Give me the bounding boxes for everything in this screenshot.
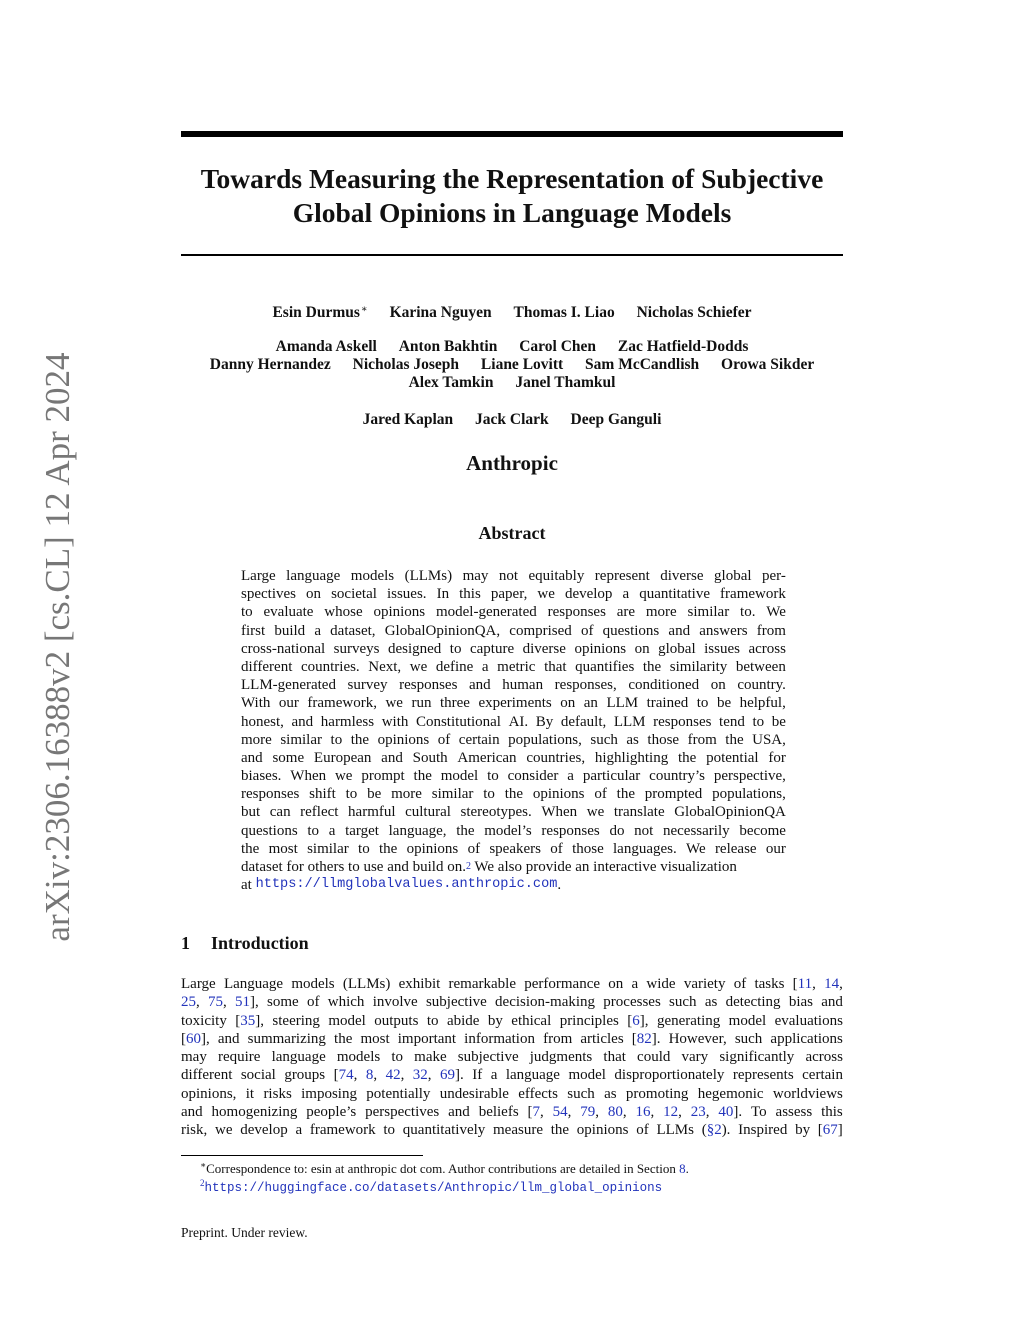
citation-link[interactable]: 23 <box>690 1104 706 1121</box>
citation-link[interactable]: 25 <box>181 994 196 1011</box>
introduction-line: [60], and summarizing the most important information from articles [82]. However, such applications <box>181 1030 843 1047</box>
preprint-notice: Preprint. Under review. <box>181 1225 308 1240</box>
visualization-url-link[interactable]: https://llmglobalvalues.anthropic.com <box>255 877 558 893</box>
abstract-line: honest, and harmless with Constitutional AI. By default, LLM responses tend to be <box>241 713 786 730</box>
abstract-line: Large language models (LLMs) may not equitably represent diverse global per- <box>241 568 786 584</box>
footnote-text: Correspondence to: esin at anthropic dot com. Author contributions are detailed in Section <box>206 1161 680 1176</box>
author: Nicholas Schiefer <box>636 304 752 321</box>
introduction-line: may require language models to make subjective judgments that could vary significantly across <box>181 1049 843 1066</box>
abstract-line: first build a dataset, GlobalOpinionQA, comprised of questions and answers from <box>241 622 786 639</box>
footnote-mark: ∗ <box>200 1160 207 1170</box>
author: Deep Ganguli <box>570 411 662 428</box>
citation-link[interactable]: 7 <box>532 1104 541 1121</box>
abstract-line: more similar to the opinions of certain populations, such as those from the USA, <box>241 731 786 748</box>
introduction-line: Large Language models (LLMs) exhibit remarkable performance on a wide variety of tasks [11, 14, <box>181 976 843 992</box>
paper-title <box>150 162 874 230</box>
footnote-rule <box>181 1155 423 1156</box>
author-row-3 <box>0 356 1024 374</box>
paper-title-line-2: Global Opinions in Language Models <box>292 197 732 228</box>
citation-link[interactable]: 82 <box>636 1030 652 1047</box>
citation-link[interactable]: 67 <box>822 1122 838 1139</box>
citation-link[interactable]: 6 <box>632 1012 640 1029</box>
abstract-line: but can reflect harmful cultural stereotypes. When we translate GlobalOpinionQA <box>241 804 786 821</box>
footnote-2-link[interactable]: 2 <box>465 861 471 872</box>
section-heading <box>181 933 309 954</box>
section-title: Introduction <box>211 933 309 953</box>
author: Thomas I. Liao <box>513 304 615 321</box>
section-reference-link[interactable]: 8 <box>679 1161 686 1176</box>
introduction-line: and homogenizing people’s perspectives and beliefs [7, 54, 79, 80, 16, 12, 23, 40]. To assess this <box>181 1104 843 1121</box>
author-row-4 <box>0 374 1024 392</box>
author: Amanda Askell <box>275 338 377 355</box>
abstract-line: With our framework, we run three experiments on an LLM trained to be helpful, <box>241 695 786 712</box>
citation-link[interactable]: 12 <box>663 1104 679 1121</box>
author: Liane Lovitt <box>480 356 564 373</box>
paper-title-line-1: Towards Measuring the Representation of Subjective <box>200 163 824 194</box>
author: Janel Thamkul <box>515 374 616 391</box>
abstract-line: biases. When we prompt the model to consider a particular country’s perspective, <box>241 768 786 785</box>
author: Nicholas Joseph <box>352 356 460 373</box>
affiliation: Anthropic <box>466 451 558 475</box>
section-number: 1 <box>181 933 190 953</box>
abstract-line: the most similar to the opinions of speakers of those languages. We release our <box>241 840 786 857</box>
introduction-line: toxicity [35], steering model outputs to abide by ethical principles [6], generating model evaluations <box>181 1012 843 1029</box>
author: Karina Nguyen <box>389 304 492 321</box>
author: Anton Bakhtin <box>398 338 498 355</box>
abstract-line: at https://llmglobalvalues.anthropic.com . <box>241 877 562 894</box>
citation-link[interactable]: 60 <box>186 1030 201 1047</box>
author: Alex Tamkin <box>408 374 494 391</box>
citation-link[interactable]: 51 <box>235 994 251 1011</box>
footnote-1: ∗Correspondence to: esin at anthropic dot com. Author contributions are detailed in Section 8. <box>200 1160 689 1176</box>
abstract-line: different countries. Next, we define a metric that quantifies the similarity between <box>241 658 786 675</box>
citation-link[interactable]: 11 <box>797 976 813 992</box>
citation-link[interactable]: 54 <box>552 1104 568 1121</box>
citation-link[interactable]: 32 <box>412 1067 428 1084</box>
author: Orowa Sikder <box>721 356 815 373</box>
title-top-rule <box>181 131 843 137</box>
author-row-1 <box>0 301 1024 322</box>
abstract-line: to evaluate whose opinions model-generated responses are more similar to. We <box>241 604 786 621</box>
introduction-line: 25, 75, 51], some of which involve subjective decision-making processes such as detecting bias and <box>181 994 843 1011</box>
author: Jack Clark <box>475 411 549 428</box>
abstract-line: cross-national surveys designed to capture diverse opinions on global issues across <box>241 640 786 657</box>
citation-link[interactable]: 74 <box>338 1067 354 1084</box>
abstract-line: spectives on societal issues. In this paper, we develop a quantitative framework <box>241 586 786 603</box>
author: Esin Durmus∗ <box>272 304 368 321</box>
introduction-line: opinions, it risks imposing potentially undesirable effects such as promoting hegemonic worldviews <box>181 1085 843 1102</box>
citation-link[interactable]: 40 <box>718 1104 734 1121</box>
abstract-line: responses shift to be more similar to the opinions of the prompted populations, <box>241 786 786 803</box>
citation-link[interactable]: 80 <box>607 1104 623 1121</box>
abstract-line: and some European and South American countries, highlighting the potential for <box>241 749 786 766</box>
author: Carol Chen <box>519 338 597 355</box>
author: Jared Kaplan <box>362 411 454 428</box>
citation-link[interactable]: 14 <box>824 976 840 992</box>
citation-link[interactable]: 69 <box>440 1067 455 1084</box>
introduction-body <box>181 975 843 1140</box>
author-row-5 <box>0 411 1024 429</box>
abstract-body <box>241 567 786 894</box>
citation-link[interactable]: 75 <box>208 994 224 1011</box>
author-row-2 <box>0 338 1024 356</box>
title-bottom-rule <box>181 254 843 256</box>
author: Danny Hernandez <box>209 356 331 373</box>
citation-link[interactable]: 8 <box>365 1067 374 1084</box>
abstract-line: dataset for others to use and build on. 2 We also provide an interactive visualization <box>241 859 737 875</box>
introduction-line: risk, we develop a framework to quantitatively measure the opinions of LLMs (§2). Inspired by [67] <box>181 1122 843 1139</box>
footnote-2 <box>200 1175 662 1196</box>
abstract-line: LLM-generated survey responses and human responses, conditioned on country. <box>241 677 786 694</box>
dataset-url-link[interactable]: https://huggingface.co/datasets/Anthropic/llm_global_opinions <box>204 1181 663 1195</box>
arxiv-identifier-stamp: arXiv:2306.16388v2 [cs.CL] 12 Apr 2024 <box>38 352 77 942</box>
abstract-heading: Abstract <box>478 523 546 543</box>
citation-link[interactable]: 42 <box>385 1067 401 1084</box>
abstract-line: questions to a target language, the model’s responses do not necessarily become <box>241 822 786 839</box>
citation-link[interactable]: 79 <box>580 1104 596 1121</box>
correspondence-mark: ∗ <box>360 304 368 315</box>
author: Sam McCandlish <box>585 356 700 373</box>
citation-link[interactable]: §2 <box>706 1122 722 1139</box>
introduction-line: different social groups [74, 8, 42, 32, 69]. If a language model disproportionately represents certain <box>181 1067 843 1084</box>
footnote-mark: 2 <box>200 1178 205 1188</box>
citation-link[interactable]: 35 <box>240 1012 256 1029</box>
citation-link[interactable]: 16 <box>635 1104 651 1121</box>
author: Zac Hatfield-Dodds <box>617 338 749 355</box>
